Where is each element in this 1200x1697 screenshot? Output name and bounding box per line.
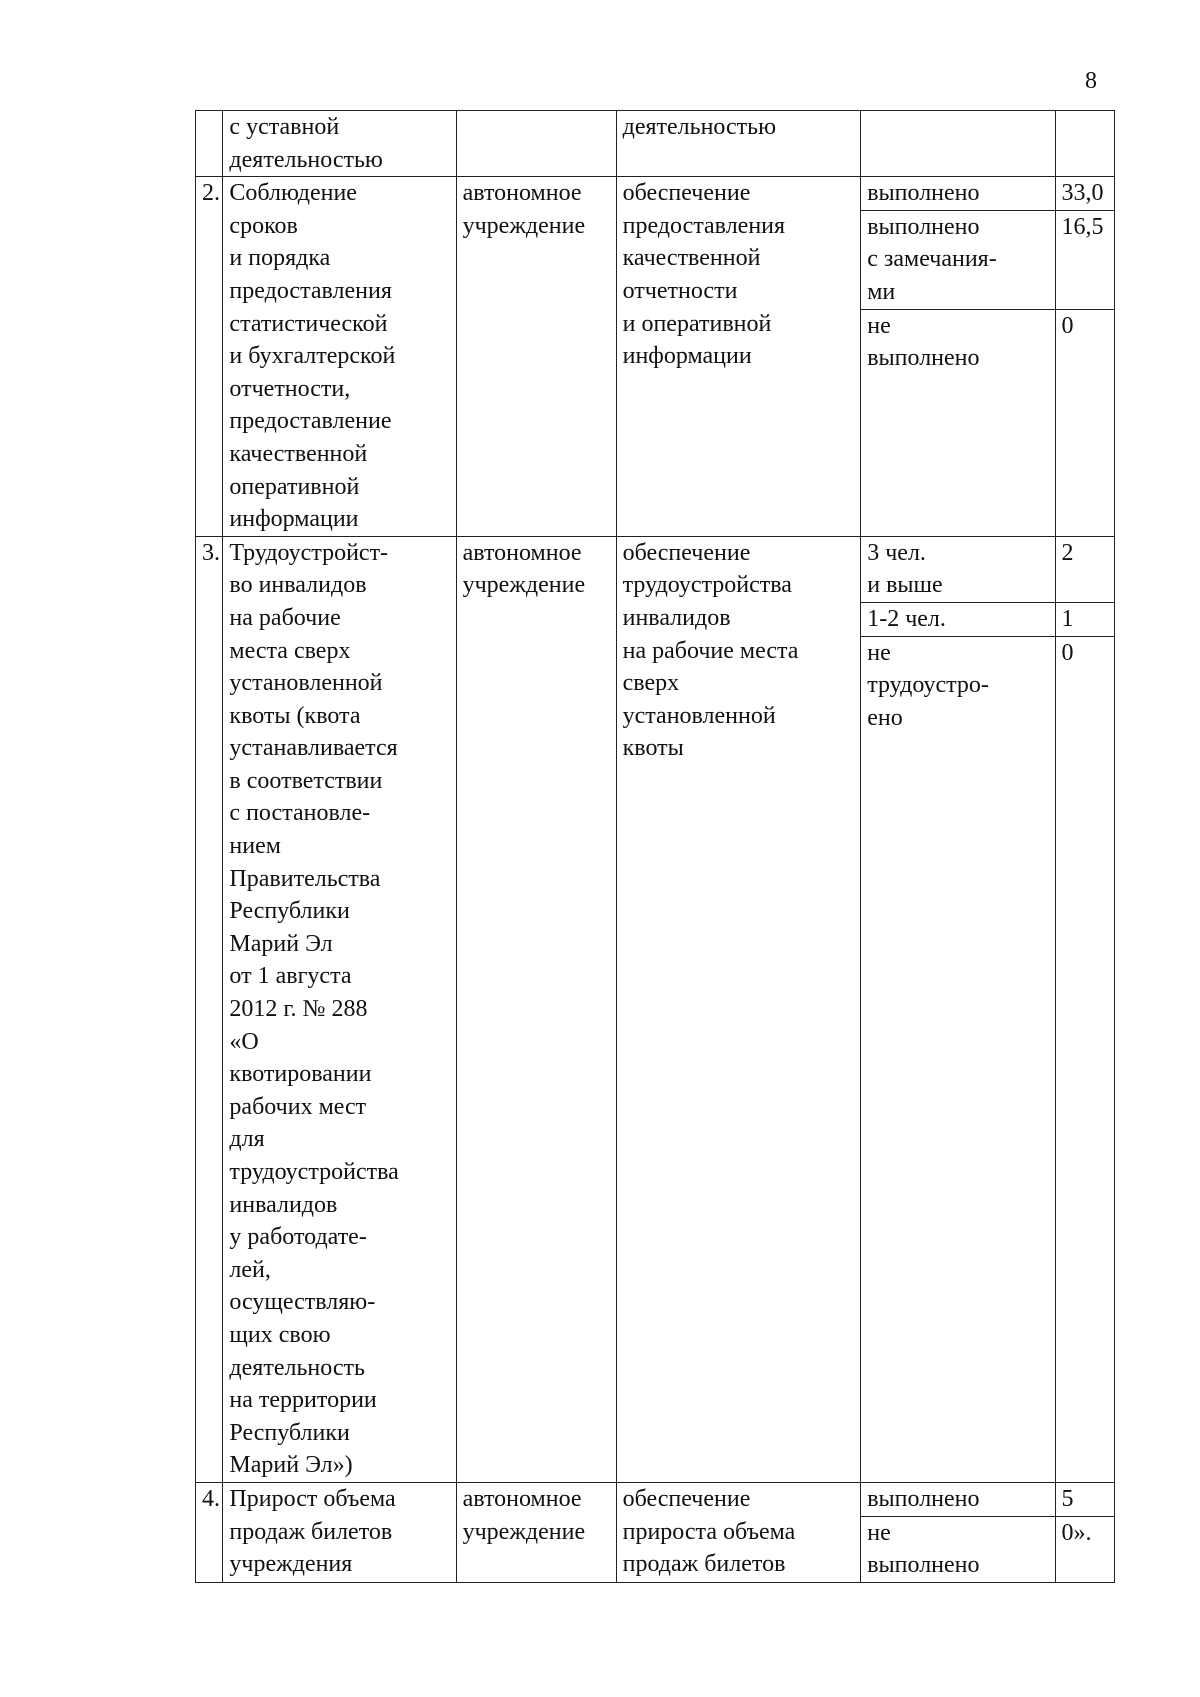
criterion-label: 3 чел. и выше xyxy=(861,537,1054,603)
criterion-label: не трудоустро- ено xyxy=(867,639,989,731)
row-number: 2. xyxy=(196,177,223,537)
criterion-score: 0». xyxy=(1061,1519,1092,1546)
criterion-score: 5 xyxy=(1056,1483,1114,1517)
table-row xyxy=(196,1482,1115,1582)
goal-text: деятельностью xyxy=(622,114,777,140)
table-row xyxy=(196,536,1115,1482)
row-number: 4. xyxy=(196,1482,223,1582)
subject-text: автономное учреждение xyxy=(462,539,586,599)
subject-text: автономное учреждение xyxy=(462,1485,586,1545)
criterion-score: 16,5 xyxy=(1056,211,1114,310)
table-row xyxy=(196,177,1115,537)
indicator-text: Соблюдение сроков и порядка предоставления статистической и бухгалтерской отчетности, предоставление качественной оперативной информации xyxy=(229,180,396,533)
criterion-score: 1 xyxy=(1056,603,1114,637)
criteria-table xyxy=(195,110,1115,1583)
criterion-label: не выполнено xyxy=(867,1519,980,1579)
criterion-label: выполнено xyxy=(861,177,1054,211)
table-row xyxy=(196,111,1115,177)
goal-text: обеспечение предоставления качественной отчетности и оперативной информации xyxy=(622,180,786,370)
criterion-score: 0 xyxy=(1061,312,1074,339)
criterion-score: 2 xyxy=(1056,537,1114,603)
goal-text: обеспечение прироста объема продаж билетов xyxy=(622,1485,796,1578)
criterion-score: 33,0 xyxy=(1056,177,1114,211)
criterion-label: выполнено xyxy=(861,1483,1054,1517)
indicator-text: Прирост объема продаж билетов учреждения xyxy=(229,1485,396,1578)
indicator-text: с уставной деятельностью xyxy=(229,114,383,173)
indicator-text: Трудоустройст- во инвалидов на рабочие места сверх установленной квоты (квота устанавливается в соответствии с постановле- нием Правительства Республики Марий Эл от 1 августа 2012 г. № 288 «О квотировании рабочих мест для трудоустройства инвалидов у работодате- лей, осуществляю- щих свою деятельность на территории Республики Марий Эл») xyxy=(229,539,399,1479)
criterion-label: выполнено с замечания- ми xyxy=(861,211,1054,310)
criterion-score: 0 xyxy=(1061,639,1074,666)
goal-text: обеспечение трудоустройства инвалидов на рабочие места сверх установленной квоты xyxy=(622,539,799,762)
criterion-label: 1-2 чел. xyxy=(861,603,1054,637)
row-number: 3. xyxy=(196,536,223,1482)
page-number: 8 xyxy=(1085,68,1097,94)
subject-text: автономное учреждение xyxy=(462,180,586,239)
criterion-label: не выполнено xyxy=(867,312,980,372)
row-number xyxy=(196,111,223,177)
